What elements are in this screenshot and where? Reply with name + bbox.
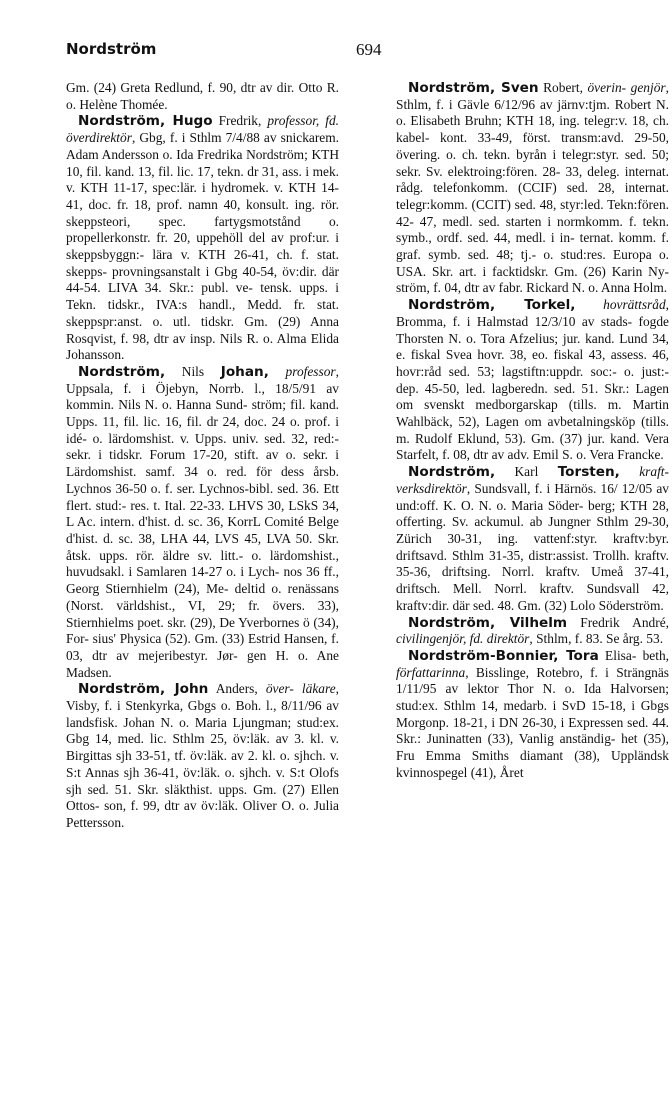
entry-given-names: Fredrik André,	[567, 614, 669, 630]
entry-given-names: Fredrik,	[212, 113, 268, 129]
entry-text: , Gbg, f. i Sthlm 7/4/88 av snickarem. Adam Andersson o. Ida Fredrika Nordström; KTH 10, fil. kand. 13, fil. lic. 17, tekn. dr 31, ass. i mek. v. KTH 11-17, spec:lär. i hydromek. v. KTH 14-41, doc. fr. 18, prof. namn 40, konsult. ing. rör. skeppsteori, spec. fartygsmotstånd o. propellerkonstr. fr. 20, uppehöll del av prof:ur. i skeppsbyggn:- lära v. KTH 26-41, ch. f. stat. skepps- provningsanstalt i Gbg 40-54, öv:dir. där 44-54. LIVA 34. Skr.: publ. ve- tensk. upps. i Tekn. tidskr., IVA:s handl., Medd. fr. stat. skeppspr:anst. o. utl. tidskr. Gm. (29) Anna Rosqvist, f. 98, dtr av insp. Nils R. o. Alma Elida Johansson.	[66, 130, 339, 363]
left-column	[66, 80, 339, 832]
entry-sven-nordstrom	[396, 80, 669, 297]
entry-text: Gm. (24) Greta Redlund, f. 90, dtr av dir. Otto R. o. Helène Thomée.	[66, 80, 339, 112]
entry-given-names: Nils	[165, 363, 221, 379]
entry-name: Nordström, John	[78, 681, 209, 698]
entry-text: , Visby, f. i Stenkyrka, Gbgs o. Boh. l., 8/11/96 av landsfisk. Johan N. o. Maria Ljungman; stud:ex. Gbg 14, med. lic. Sthlm 25, öv:läk. av 3. kl. v. Birgittas sjh 33-51, tf. öv:läk. av 2. kl. o. sjhch. v. S:t Annas sjh 36-41, öv:läk. o. sjhch. v. S:t Olofs sjh sed. 51. Skr. släkthist. upps. Gm. (27) Ellen Ottos- son, f. 99, dtr av öv:läk. Oliver O. o. Julia Pettersson.	[66, 681, 339, 830]
entry-given-names: Karl	[495, 464, 558, 480]
entry-title: professor	[268, 363, 336, 379]
entry-continuation	[66, 80, 339, 113]
entry-tora-nordstrom-bonnier	[396, 648, 669, 782]
entry-name-called: Torsten,	[557, 464, 620, 481]
entry-text: , Sthlm, f. i Gävle 6/12/96 av järnv:tjm. Robert N. o. Elisabeth Bruhn; KTH 18, ing. telegr:v. 18, ch. kabel- kont. 33-49, först. transm:avd. 29-50, övering. o. ch. tekn. byrån i telegr:styr. sed. 50; sekr. Sv. elektroing:fören. 28- 33, deleg. internat. rådg. telefonkomm. (CCIF) sed. 28, internat. telegr:komm. (CCIT) sed. 48, styr:led. Tekn:fören. 42- 47, medl. sed. starten i normkomm. f. tekn. symb., ordf. sed. 44, medl. i in- ternat. komm. f. graf. symb. sed. 48; tj.- o. stud:res. Europa o. USA. Skr. art. i facktidskr. Gm. (26) Karin Ny- ström, f. 04, dtr av fabr. Rickard N. o. Anna Holm.	[396, 80, 669, 296]
entry-name: Nordström, Vilhelm	[408, 614, 568, 631]
entry-name: Nordström,	[78, 363, 166, 380]
right-column	[396, 80, 669, 782]
entry-name: Nordström-Bonnier, Tora	[408, 647, 599, 664]
entry-hugo-nordstrom	[66, 113, 339, 364]
entry-text: , Bisslinge, Rotebro, f. i Strängnäs 1/11/95 av lektor Thor N. o. Ida Halvorsen; stud:ex. Sthlm 14, medarb. i SvD 15-18, i Gbgs Morgonp. 18-21, i DN 26-30, i Expressen sed. 44. Skr.: Juninatten (33), Vanlig anständig- het (35), Fru Emma Smiths diamant (38), Uppländsk kvinnospegel (41), Året	[396, 664, 669, 780]
entry-name: Nordström, Sven	[408, 80, 539, 96]
entry-text: , Sthlm, f. 83. Se årg. 53.	[529, 631, 664, 647]
entry-torsten-nordstrom	[396, 464, 669, 614]
entry-text: , Bromma, f. i Halmstad 12/3/10 av stads- fogde Thorsten N. o. Tora Afzelius; jur. kand. Lund 34, e. fiskal Svea hovr. 38, eo. fiskal 43, assess. 46, hovr:råd sed. 53; lagstiftn:uppdr. soc:- o. just:- dep. 45-50, led. lagberedn. sed. 51. Skr.: Lagen om svenskt medborgarskap (tills. m. Martin Wahlbäck, 52), Lagen om avbetalningsköp (tills. m. Rudolf Eklund, 53). Gm. (37) jur. kand. Vera Starfelt, f. 08, dtr av adv. Emil S. o. Vera Francke.	[396, 297, 669, 463]
entry-name: Nordström, Hugo	[78, 113, 213, 130]
entry-title: civilingenjör, fd. direktör	[396, 631, 530, 647]
entry-title: kraft- verksdirektör	[396, 464, 669, 496]
entry-given-names: Anders,	[208, 681, 266, 697]
entry-title: författarinna	[396, 664, 466, 680]
entry-nils-johan-nordstrom	[66, 364, 339, 681]
entry-given-names	[575, 297, 603, 312]
page-number: 694	[356, 40, 382, 59]
entry-john-nordstrom	[66, 681, 339, 831]
running-head-name: Nordström	[66, 40, 157, 58]
entry-torkel-nordstrom	[396, 297, 669, 464]
entry-text: , Uppsala, f. i Öjebyn, Norrb. l., 18/5/91 av kommin. Nils N. o. Hanna Sund- ström; fil. kand. Upps. 11, fil. lic. 16, fil. dr 24, doc. 24 o. prof. i idé- o. lärdomshist. v. Upps. univ. sed. 32, red:- sekr. i tidskr. Forum 17-20, stift. av o. sekr. i Lärdomshist. samf. 34 o. red. för dess årsb. Lychnos 36-50 o. f. ser. Lychnos-bibl. sed. 36. Ett flert. stud:- res. t. Ital. 22-33. LHVS 30, LSkS 34, L Ac. intern. d'hist. d. sc. 36, KorrL Comité Belge d'hist. d. sc. 38, LHA 44, LVS 45, LVA 50. Skr. åtsk. upps. rör. äldre sv. litt.- o. lärdomshist., huvudsakl. i Samlaren 14-27 o. i Lych- nos 36 ff., Georg Stiernhielm (24), Me- deltid o. renässans (Norst. världshist., VI, 29; fr. övers. 33), Stiernhielms poet. skr. (29), De Yverbornes ö (34), For- sius' Physica (52). Gm. (33) Estrid Hansen, f. 03, dtr av mejeribestyr. Jør- gen H. o. Ane Madsen.	[66, 363, 339, 680]
running-head	[0, 40, 672, 64]
entry-title: hovrättsråd	[603, 297, 666, 313]
entry-given-names: Elisa- beth,	[598, 647, 669, 663]
entry-text: , Sundsvall, f. i Härnös. 16/ 12/05 av und:off. K. O. N. o. Maria Söder- berg; KTH 28, offerting. Sv. ackumul. ab Jungner Sthlm 29-30, Zürich 30-31, ing. vattenf:styr. kraftv:byr. driftsavd. Sthlm 31-35, distr:assist. Trollh. kraftv. 35-36, driftsing. Norrl. kraftv. Umeå 37-41, driftsch. Mell. Norrl. kraftv. Sundsvall 42, kraftv:dir. där sed. 48. Gm. (32) Lolo Söderström.	[396, 480, 669, 613]
entry-title: professor, fd. överdirektör	[66, 113, 340, 146]
entry-vilhelm-nordstrom	[396, 615, 669, 648]
entry-title: överin- genjör	[587, 80, 666, 95]
entry-name: Nordström, Torkel,	[408, 297, 576, 314]
entry-name: Nordström,	[408, 464, 496, 481]
entry-title: över- läkare	[265, 681, 336, 697]
entry-name-called: Johan,	[220, 363, 269, 380]
entry-given-names: Robert,	[538, 80, 588, 95]
